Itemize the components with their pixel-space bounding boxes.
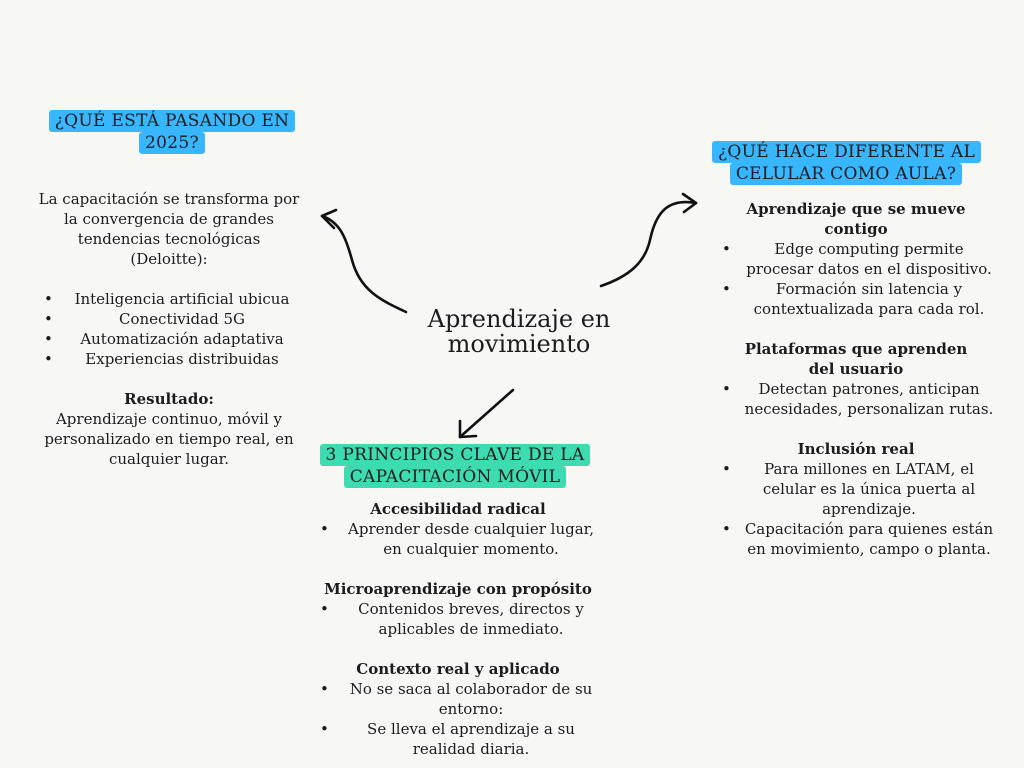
bottom-list-2 (314, 599, 602, 639)
right-list-1 (716, 239, 996, 319)
right-section-body (716, 199, 996, 559)
bottom-list-3 (314, 679, 602, 759)
result-text: Aprendizaje continuo, móvil y personalizado en tiempo real, en cualquier lugar. (44, 410, 294, 468)
list-item: • Conectividad 5G (38, 309, 300, 329)
bottom-subtitle-1: Accesibilidad radical (370, 500, 546, 518)
left-intro: La capacitación se transforma por la convergencia de grandes tendencias tecnológicas (Deloitte): (38, 190, 300, 268)
bottom-subtitle-3: Contexto real y aplicado (356, 660, 560, 678)
right-subtitle-3: Inclusión real (797, 440, 915, 458)
arrow-to-right (601, 202, 696, 286)
list-item: • Capacitación para quienes están en movimiento, campo o planta. (716, 519, 996, 559)
right-list-2 (716, 379, 996, 419)
bottom-subtitle-2: Microaprendizaje con propósito (324, 580, 592, 598)
list-item: • Edge computing permite procesar datos en el dispositivo. (716, 239, 996, 279)
result-label: Resultado: (124, 390, 214, 408)
arrow-to-left (322, 216, 406, 312)
arrow-to-bottom (460, 390, 513, 437)
list-item: • Automatización adaptativa (38, 329, 300, 349)
list-item: • Detectan patrones, anticipan necesidades, personalizan rutas. (716, 379, 996, 419)
left-section-body (38, 189, 300, 469)
bottom-section-body (314, 499, 602, 759)
list-item: • Inteligencia artificial ubicua (38, 289, 300, 309)
right-subtitle-2: Plataformas que aprenden del usuario (744, 340, 968, 378)
left-section-header: ¿QUÉ ESTÁ PASANDO EN 2025? (46, 110, 298, 154)
list-item: • Se lleva el aprendizaje a su realidad diaria. (314, 719, 602, 759)
right-subtitle-1: Aprendizaje que se mueve contigo (746, 200, 966, 238)
list-item: • Para millones en LATAM, el celular es la única puerta al aprendizaje. (716, 459, 996, 519)
bottom-list-1 (314, 519, 602, 559)
list-item: • Aprender desde cualquier lugar, en cualquier momento. (314, 519, 602, 559)
list-item: • Formación sin latencia y contextualizada para cada rol. (716, 279, 996, 319)
bottom-section-header: 3 PRINCIPIOS CLAVE DE LA CAPACITACIÓN MÓVIL (318, 444, 592, 488)
right-section-header: ¿QUÉ HACE DIFERENTE AL CELULAR COMO AULA? (712, 141, 980, 185)
central-topic: Aprendizaje en movimiento (427, 305, 611, 358)
left-bullet-list (38, 289, 300, 369)
list-item: • No se saca al colaborador de su entorno: (314, 679, 602, 719)
list-item: • Experiencias distribuidas (38, 349, 300, 369)
list-item: • Contenidos breves, directos y aplicables de inmediato. (314, 599, 602, 639)
right-list-3 (716, 459, 996, 559)
